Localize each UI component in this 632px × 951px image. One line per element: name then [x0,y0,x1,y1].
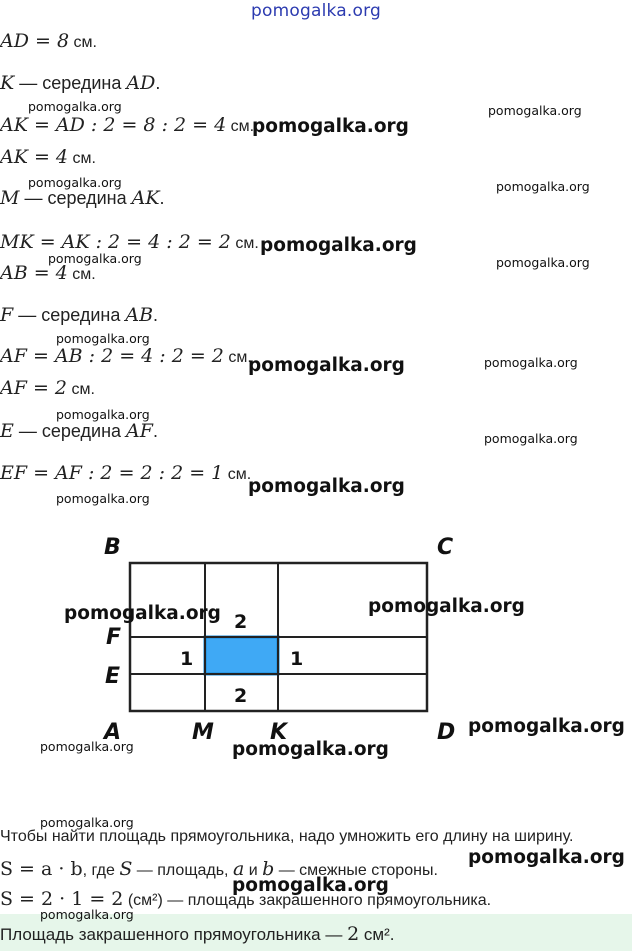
watermark: pomogalka.org [260,235,417,256]
line-text: — середина [13,305,126,325]
unit: см. [230,235,259,252]
math-point: F [0,304,14,326]
solution-line-11 [0,420,158,442]
watermark: pomogalka.org [484,355,578,370]
text-segment: и [244,862,263,879]
unit: см. [226,118,255,135]
math-segment: AK [131,187,160,209]
vertex-m: M [192,720,214,745]
text-segment: — смежные стороны. [274,862,438,879]
period: . [155,73,161,93]
answer-value: 2 [347,923,360,945]
watermark: pomogalka.org [56,491,150,506]
math-point: M [0,187,20,209]
watermark: pomogalka.org [48,251,142,266]
unit: см. [223,349,252,366]
watermark: pomogalka.org [252,116,409,137]
line-text: — середина [13,421,127,441]
vertex-e: E [105,664,121,689]
solution-line-2 [0,72,160,94]
solution-line-4 [0,146,96,168]
symbol-s: S [119,858,133,880]
unit: см. [67,266,96,283]
watermark: pomogalka.org [248,355,405,376]
period: . [152,421,158,441]
vertex-d: D [437,720,456,745]
solution-line-3 [0,114,254,136]
text-segment: , где [82,862,120,879]
unit: см. [69,34,97,51]
solution-line-9 [0,345,252,367]
math-segment: AB [125,304,154,326]
math-expression: MK = AK : 2 = 4 : 2 = 2 [0,231,231,253]
watermark: pomogalka.org [468,847,625,868]
watermark: pomogalka.org [40,907,134,922]
answer-unit: см². [359,925,395,944]
period: . [153,305,159,325]
vertex-k: K [270,720,288,745]
watermark: pomogalka.org [496,179,590,194]
grid-lines [130,563,427,711]
line-text: — середина [14,73,127,93]
watermark: pomogalka.org [40,815,134,830]
watermark: pomogalka.org [488,103,582,118]
math-expression: AF = 2 [0,377,67,399]
vertex-b: B [104,535,121,560]
solution-line-6 [0,231,259,253]
watermark: pomogalka.org [496,255,590,270]
line-text: — середина [19,188,132,208]
explanation-line-1: Чтобы найти площадь прямоугольника, надо умножить его длину на ширину. [0,828,574,845]
watermark: pomogalka.org [484,431,578,446]
math-expression: AF = AB : 2 = 4 : 2 = 2 [0,345,224,367]
solution-line-12 [0,462,251,484]
site-header-watermark: pomogalka.org [251,1,381,21]
answer-text [0,923,394,945]
symbol-a: a [232,858,245,880]
watermark: pomogalka.org [232,875,389,896]
label-bottom: 2 [234,685,248,707]
math-expression: AK = 4 [0,146,69,168]
text-segment: — площадь, [132,862,233,879]
math-expression: AB = 4 [0,262,68,284]
vertex-a: A [104,720,122,745]
solution-line-8 [0,304,158,326]
shaded-rectangle [205,637,278,674]
watermark: pomogalka.org [56,407,150,422]
solution-line-5 [0,187,165,209]
watermark: pomogalka.org [368,596,525,617]
solution-line-10 [0,377,95,399]
solution-line-1 [0,30,97,52]
math-point: K [0,72,15,94]
watermark: pomogalka.org [232,739,389,760]
unit: см. [67,381,95,398]
math-expression: AK = AD : 2 = 8 : 2 = 4 [0,114,227,136]
symbol-b: b [262,858,275,880]
label-right: 1 [290,648,304,670]
watermark: pomogalka.org [40,739,134,754]
unit: см. [68,150,96,167]
vertex-f: F [106,625,122,650]
math-segment: AF [126,420,153,442]
watermark: pomogalka.org [64,603,221,624]
math-segment: AD [126,72,156,94]
math-expression: EF = AF : 2 = 2 : 2 = 1 [0,462,224,484]
formula: S = 2 · 1 = 2 [0,888,124,910]
formula: S = a · b [0,858,83,880]
period: . [159,188,165,208]
watermark: pomogalka.org [56,331,150,346]
math-expression: AD = 8 [0,30,70,52]
answer-label: Площадь закрашенного прямоугольника — [0,925,348,944]
watermark: pomogalka.org [28,99,122,114]
text-segment: (см²) — площадь закрашенного прямоугольника. [123,892,492,909]
math-point: E [0,420,14,442]
watermark: pomogalka.org [248,476,405,497]
label-left: 1 [180,648,194,670]
watermark: pomogalka.org [468,716,625,737]
watermark: pomogalka.org [28,175,122,190]
vertex-c: C [437,535,454,560]
label-top: 2 [234,611,248,633]
unit: см. [223,466,252,483]
